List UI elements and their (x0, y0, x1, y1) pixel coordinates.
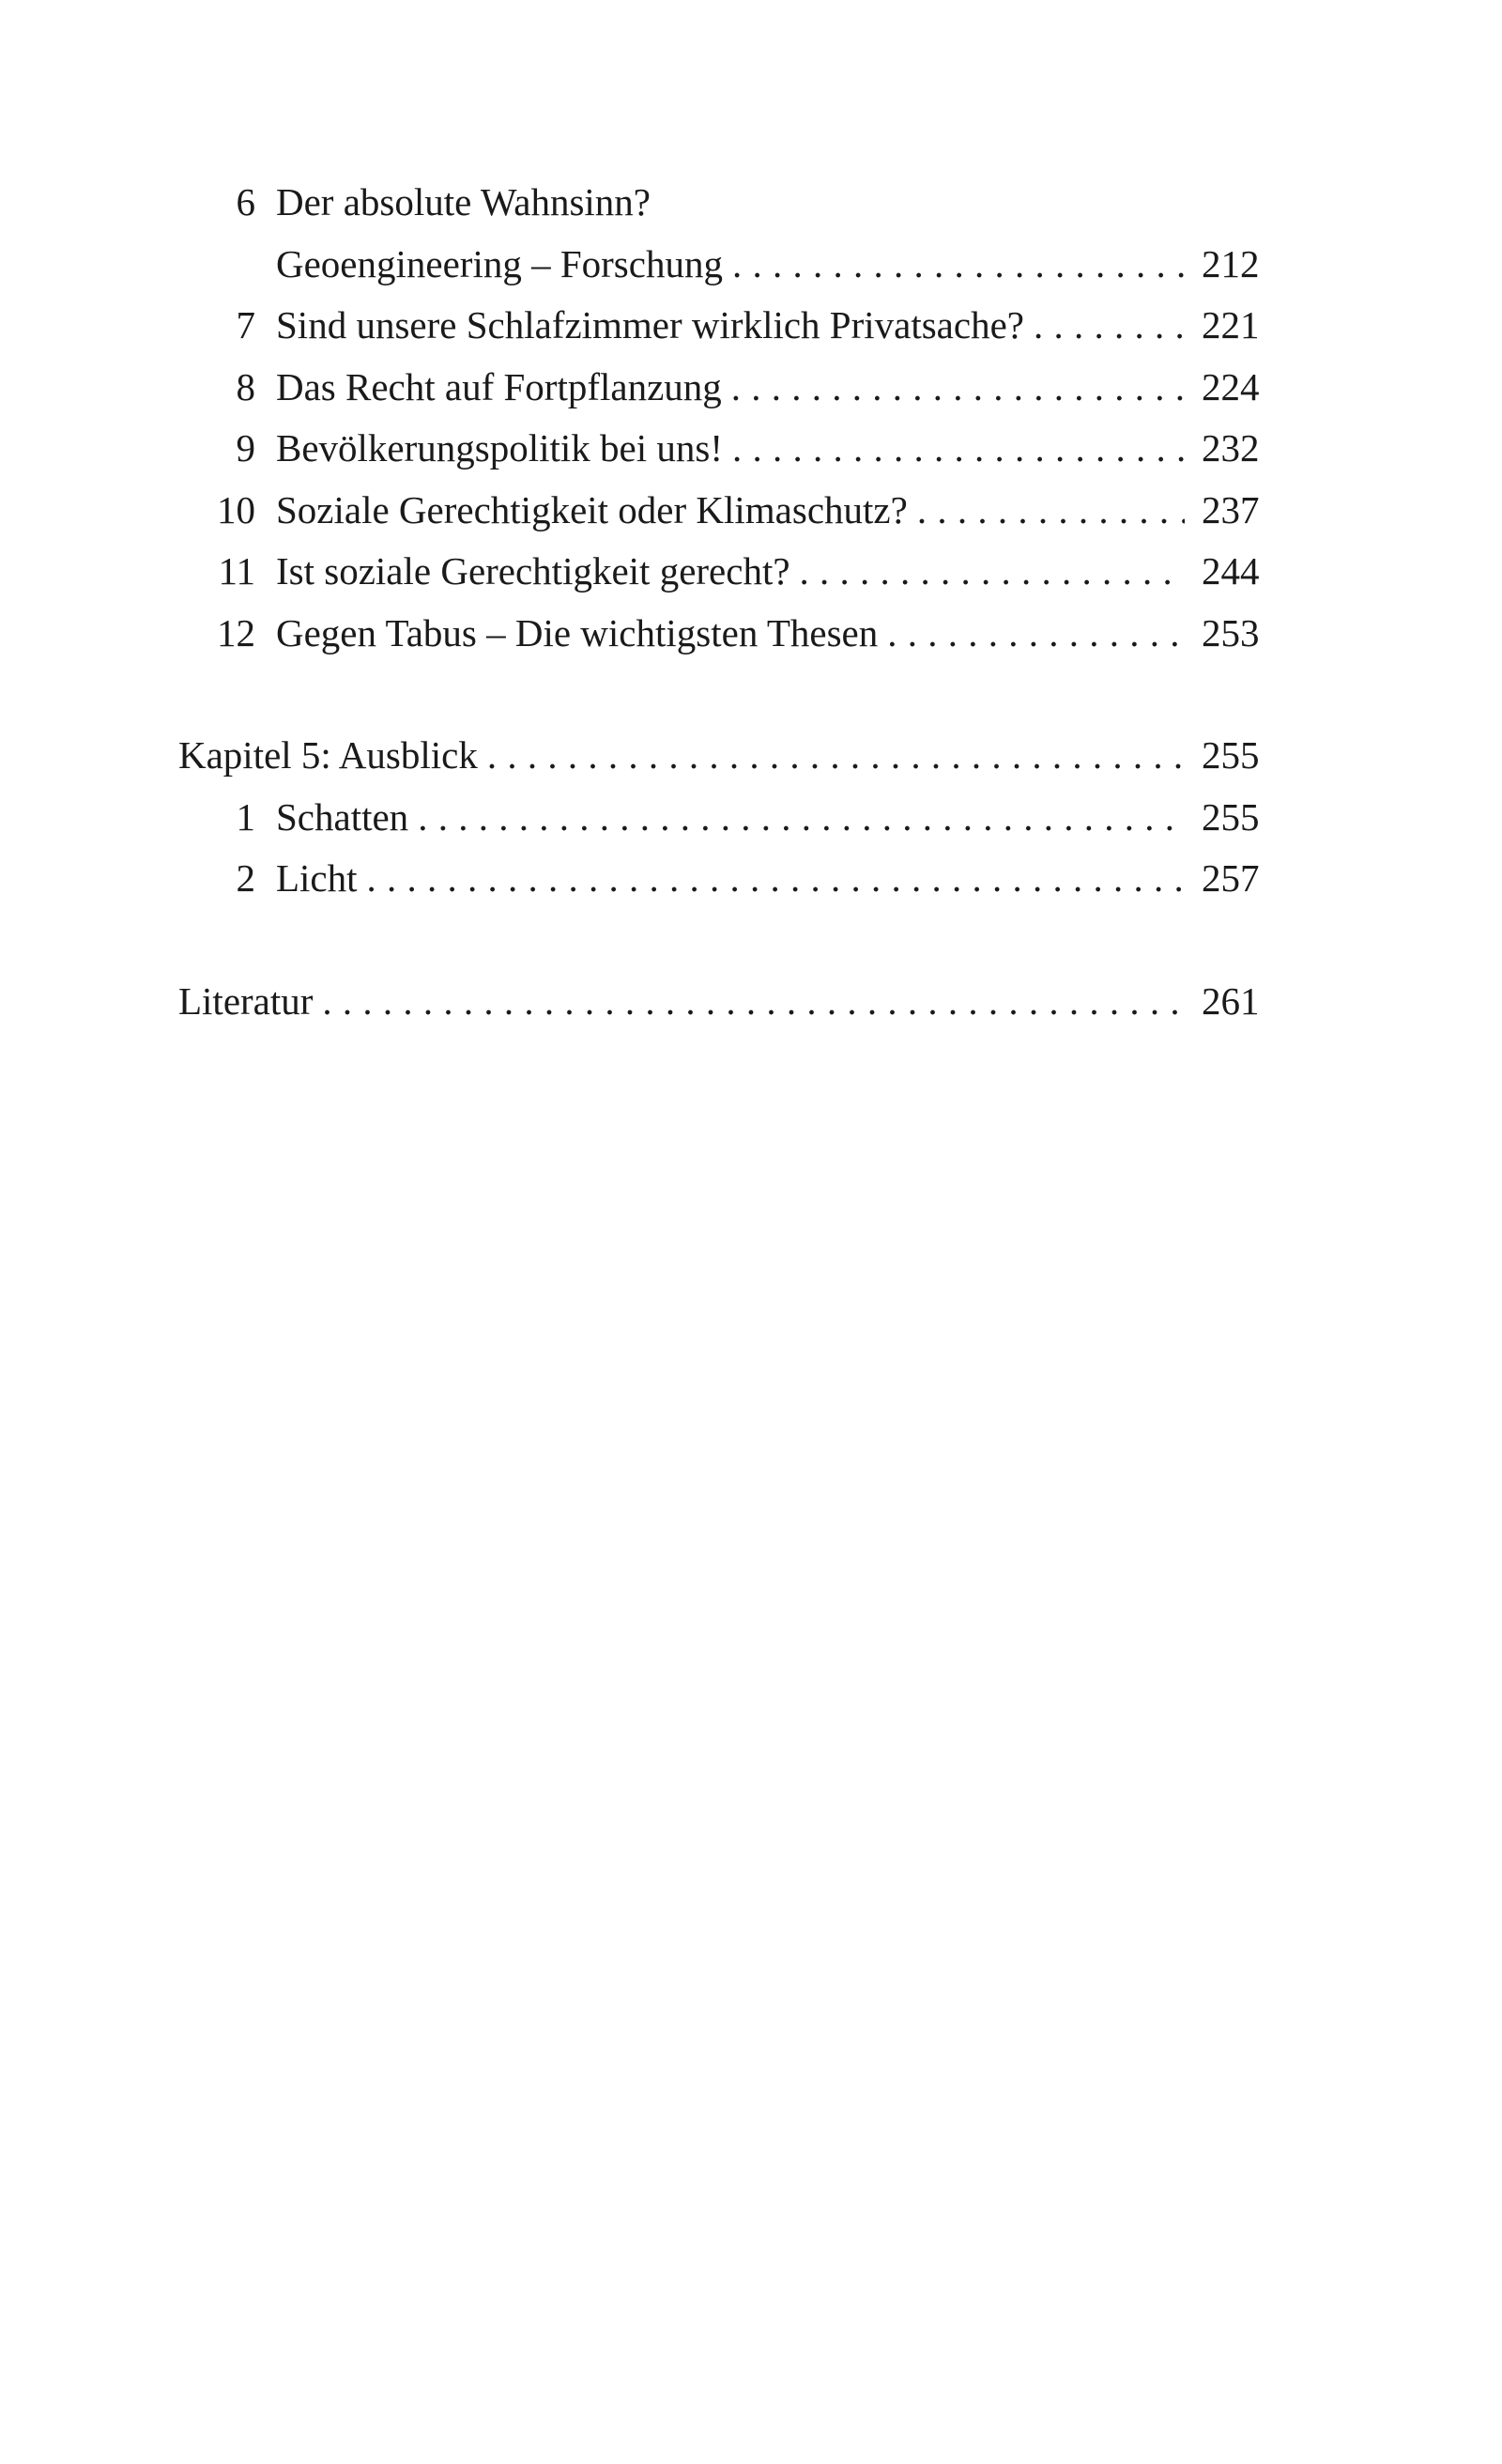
toc-entry-number: 2 (236, 856, 255, 900)
table-of-contents (178, 172, 1258, 1032)
toc-entry-page: 232 (1202, 426, 1260, 470)
toc-entry-8[interactable] (178, 357, 1258, 419)
dot-leader (732, 234, 1185, 296)
toc-entry-schatten[interactable] (178, 787, 1258, 849)
toc-entry-page: 237 (1202, 487, 1260, 531)
dot-leader (1034, 295, 1185, 357)
toc-entry-7[interactable] (178, 295, 1258, 357)
toc-entry-page: 221 (1202, 303, 1260, 346)
dot-leader (800, 541, 1185, 603)
toc-entry-page: 255 (1202, 794, 1260, 839)
toc-entry-title: Soziale Gerechtigkeit oder Klimaschutz? (276, 487, 908, 531)
toc-entry-page: 224 (1202, 364, 1260, 408)
toc-entry-page: 253 (1202, 610, 1260, 654)
toc-chapter-title: Kapitel 5: Ausblick (178, 733, 478, 777)
dot-leader (732, 418, 1185, 480)
toc-entry-page: 244 (1202, 549, 1260, 593)
dot-leader (887, 603, 1185, 665)
dot-leader (418, 787, 1185, 849)
toc-entry-title: Das Recht auf Fortpflanzung (276, 364, 722, 408)
toc-entry-10[interactable] (178, 480, 1258, 542)
dot-leader (367, 848, 1185, 910)
toc-entry-11[interactable] (178, 541, 1258, 603)
toc-entry-title: Bevölkerungspolitik bei uns! (276, 426, 724, 470)
toc-entry-title: Schatten (276, 794, 409, 839)
toc-entry-12[interactable] (178, 603, 1258, 665)
toc-entry-number: 9 (236, 426, 255, 470)
toc-entry-title: Gegen Tabus – Die wichtigsten Thesen (276, 610, 879, 654)
section-spacer (178, 910, 1258, 971)
toc-entry-title: Licht (276, 856, 358, 900)
toc-entry-number: 11 (218, 549, 255, 593)
dot-leader (487, 725, 1185, 787)
toc-entry-number: 10 (217, 487, 255, 531)
toc-entry-number: 8 (236, 364, 255, 408)
toc-entry-page: 261 (1202, 978, 1260, 1023)
toc-entry-title: Sind unsere Schlafzimmer wirklich Privatsache? (276, 303, 1024, 346)
toc-entry-page: 257 (1202, 856, 1260, 900)
toc-entry-title: Der absolute Wahnsinn? (276, 180, 651, 223)
toc-literatur[interactable] (178, 971, 1258, 1033)
toc-entry-licht[interactable] (178, 848, 1258, 910)
dot-leader (917, 480, 1185, 542)
toc-chapter-5[interactable] (178, 725, 1258, 787)
toc-entry-page: 255 (1202, 733, 1260, 777)
toc-entry-number: 1 (236, 794, 255, 839)
toc-entry-page: 212 (1202, 241, 1260, 285)
toc-entry-number: 6 (236, 180, 255, 223)
toc-entry-6-continued[interactable] (178, 234, 1258, 296)
toc-entry-title: Geoengineering – Forschung (276, 241, 723, 285)
toc-chapter-title: Literatur (178, 978, 314, 1023)
toc-entry-title: Ist soziale Gerechtigkeit gerecht? (276, 549, 790, 593)
dot-leader (731, 357, 1185, 419)
toc-entry-9[interactable] (178, 418, 1258, 480)
dot-leader (322, 971, 1185, 1033)
toc-entry-number: 7 (236, 303, 255, 346)
toc-entry-6[interactable] (178, 172, 1258, 234)
toc-entry-number: 12 (217, 610, 255, 654)
section-spacer (178, 664, 1258, 725)
